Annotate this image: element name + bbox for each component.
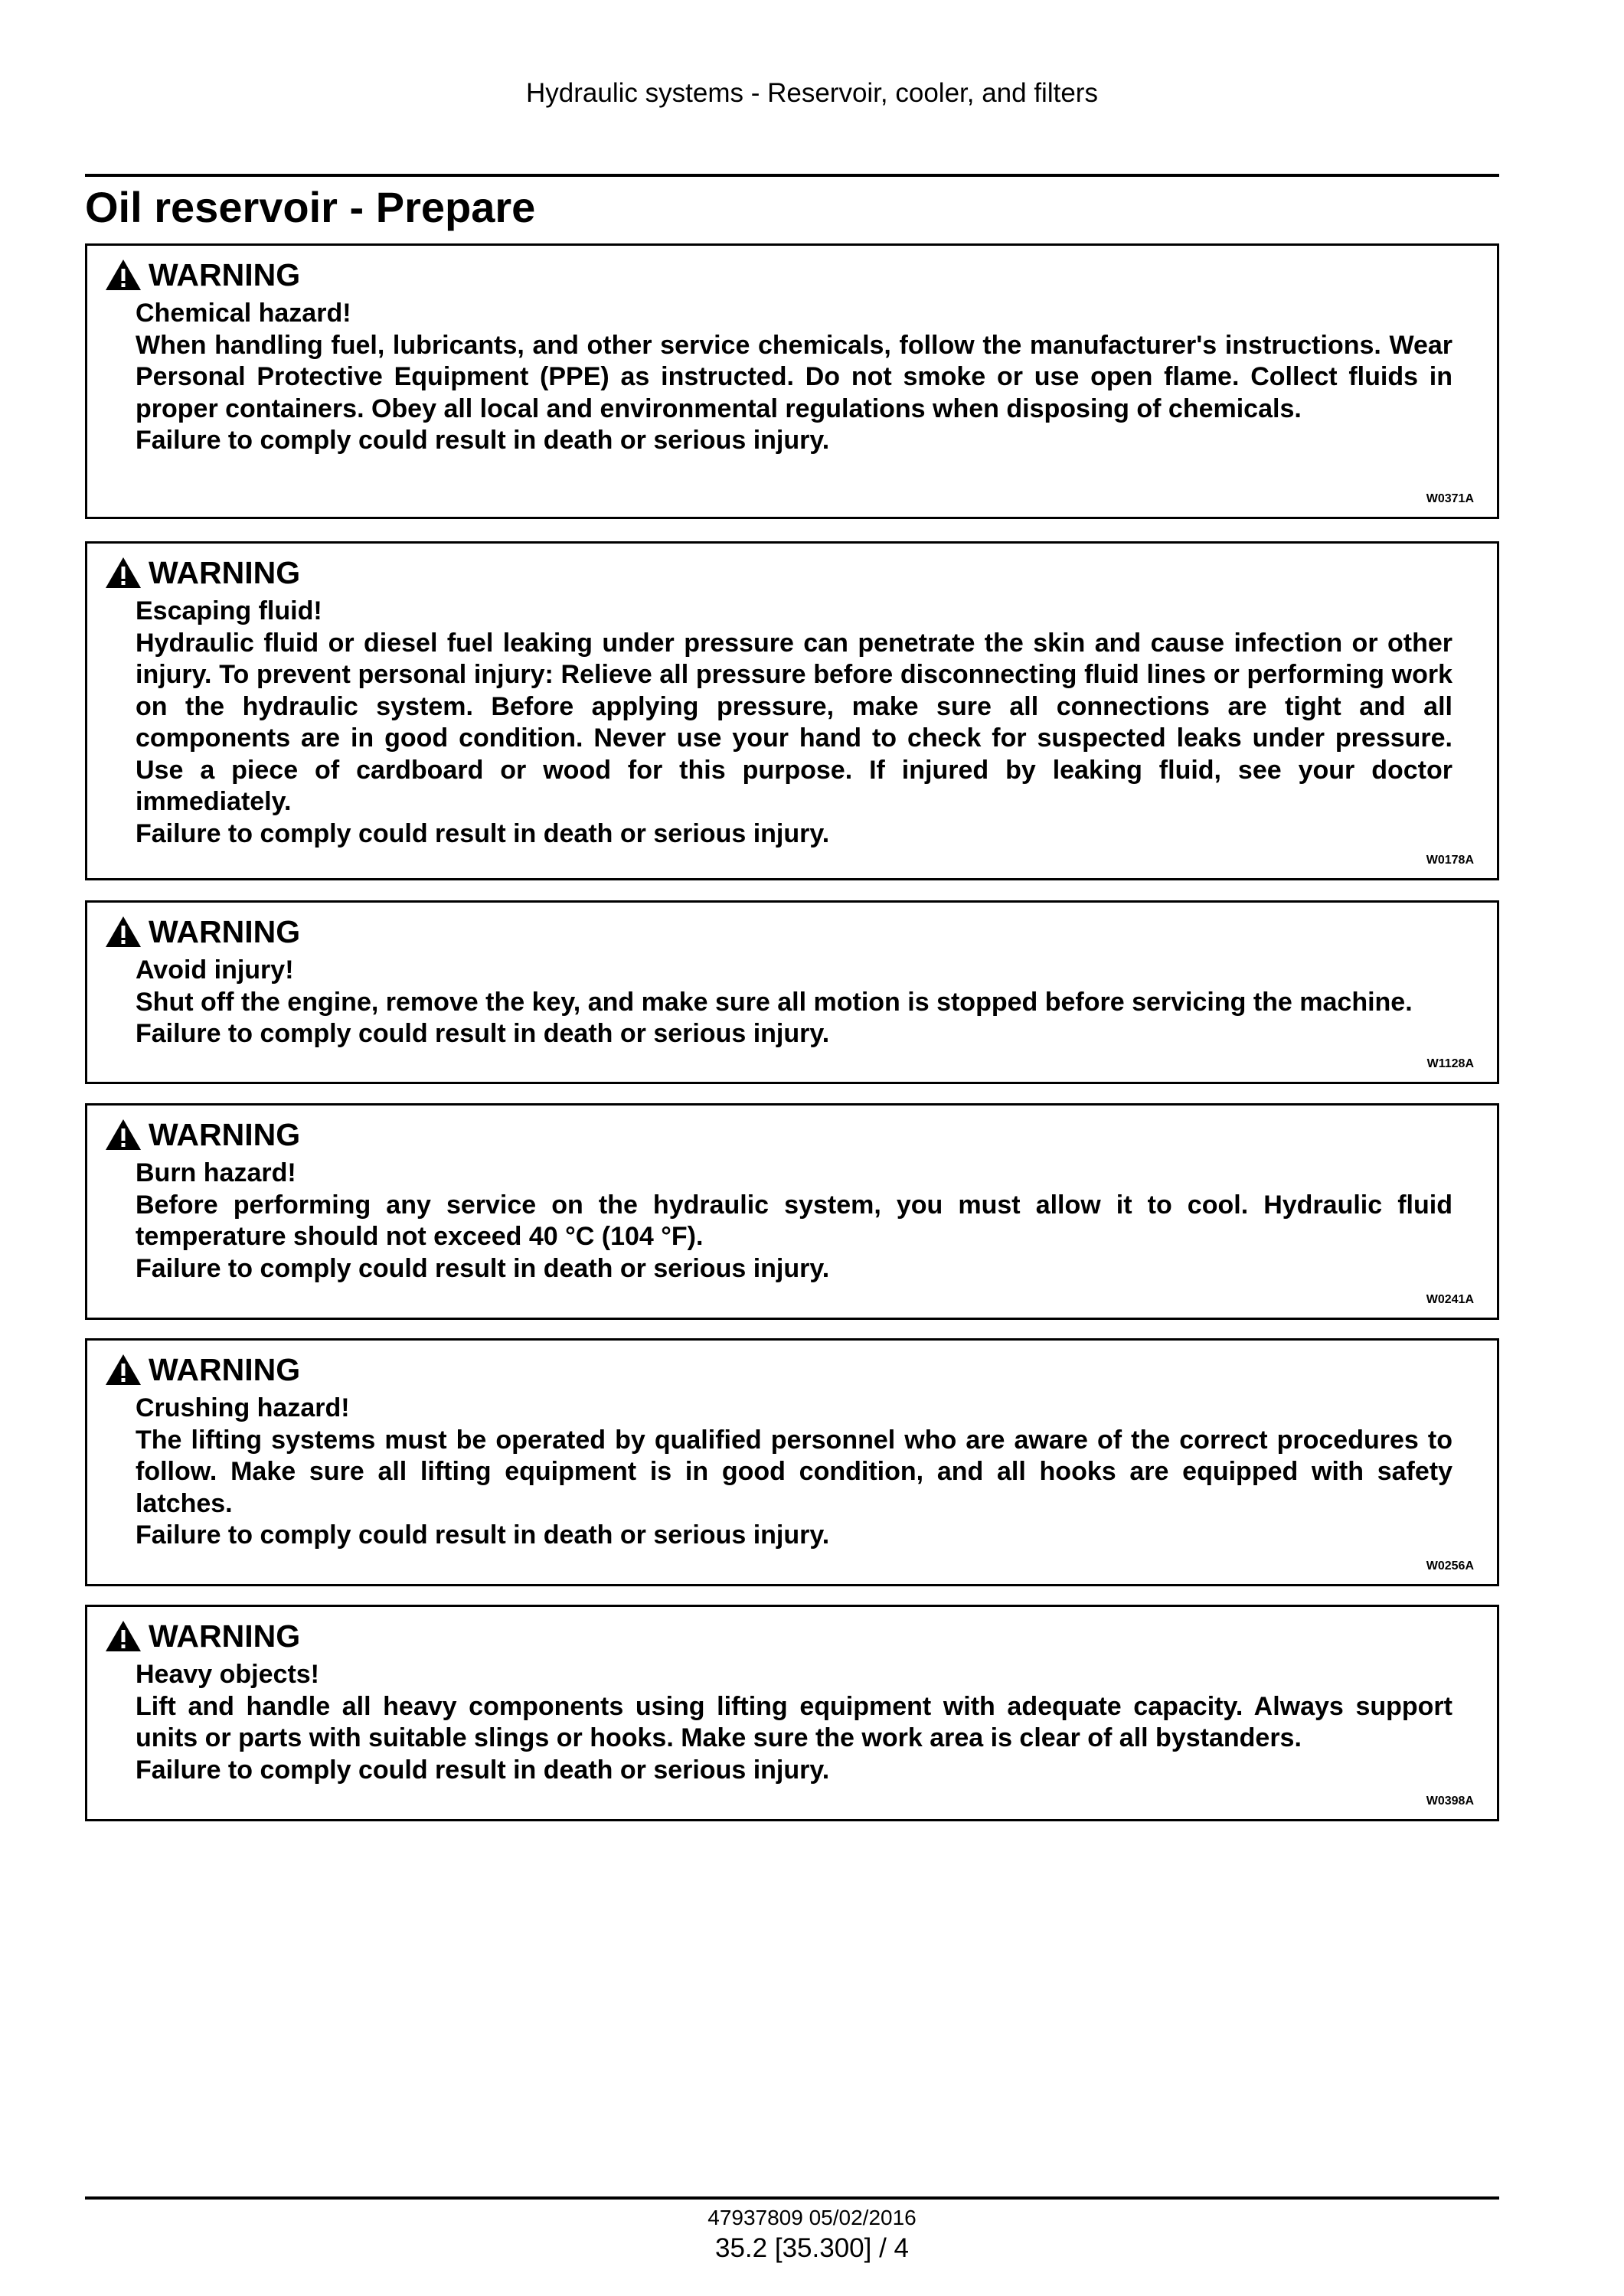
warning-code: W0398A [1426,1795,1474,1808]
warning-triangle-icon [104,258,142,292]
warning-consequence: Failure to comply could result in death or serious injury. [136,1520,830,1550]
warning-consequence: Failure to comply could result in death or serious injury. [136,1755,830,1785]
warning-hazard: Burn hazard! [136,1158,296,1187]
warning-label: WARNING [149,914,301,949]
header-rule [85,174,1499,177]
warning-text: Before performing any service on the hydraulic system, you must allow it to cool. Hydraulic fluid temperature should not exceed 40 °C (104 °F). [136,1190,1452,1251]
warning-header [104,253,300,296]
warning-code: W1128A [1426,1057,1474,1070]
warning-label: WARNING [149,555,301,590]
warning-header [104,1348,300,1391]
warning-hazard: Chemical hazard! [136,299,351,328]
warning-box [85,541,1499,880]
warning-header [104,910,300,953]
warning-body [136,1659,1452,1786]
warning-box [85,243,1499,519]
warning-header [104,1113,300,1156]
warning-code: W0371A [1426,492,1474,505]
warning-text: Hydraulic fluid or diesel fuel leaking under pressure can penetrate the skin and cause infection or other injury. To prevent personal injury: Relieve all pressure before disconnecting fluid lines or performing work on the hydraulic system. Before applying pressure, make sure all connections are tight and all components are in good condition. Never use your hand to check for suspected leaks under pressure. Use a piece of cardboard or wood for this purpose. If injured by leaking fluid, see your doctor immediately. [136,628,1452,816]
warning-box [85,900,1499,1084]
warning-text: Lift and handle all heavy components using lifting equipment with adequate capacity. Always support units or parts with suitable slings or hooks. Make sure the work area is clear of all bystanders. [136,1691,1452,1752]
warning-consequence: Failure to comply could result in death or serious injury. [136,1019,830,1048]
warning-consequence: Failure to comply could result in death or serious injury. [136,426,830,455]
warning-consequence: Failure to comply could result in death or serious injury. [136,818,830,848]
warning-text: When handling fuel, lubricants, and other service chemicals, follow the manufacturer's instructions. Wear Personal Protective Equipment (PPE) as instructed. Do not smoke or use open flame. Collect fluids in proper containers. Obey all local and environmental regulations when disposing of chemicals. [136,330,1452,423]
warning-hazard: Avoid injury! [136,955,294,985]
footer-rule [85,2196,1499,2200]
footer-page-number: 35.2 [35.300] / 4 [715,2233,909,2263]
warning-body [136,298,1452,457]
warning-box [85,1338,1499,1586]
page-title: Oil reservoir - Prepare [85,183,536,231]
warning-box [85,1103,1499,1320]
warning-hazard: Escaping fluid! [136,596,322,625]
warning-hazard: Heavy objects! [136,1660,319,1689]
warning-triangle-icon [104,1619,142,1653]
warning-header [104,1615,300,1657]
warning-code: W0178A [1426,854,1474,867]
warning-text: The lifting systems must be operated by qualified personnel who are aware of the correct procedures to follow. Make sure all lifting equipment is in good condition, and all hooks are equipped with safety latches. [136,1425,1452,1518]
warning-label: WARNING [149,1352,301,1387]
warning-label: WARNING [149,1618,301,1654]
warning-box [85,1605,1499,1821]
warning-body [136,596,1452,850]
warning-consequence: Failure to comply could result in death or serious injury. [136,1253,830,1283]
warning-triangle-icon [104,915,142,949]
warning-triangle-icon [104,556,142,590]
warning-code: W0241A [1426,1293,1474,1306]
warning-hazard: Crushing hazard! [136,1393,350,1422]
footer-document-id: 47937809 05/02/2016 [707,2206,917,2229]
warning-triangle-icon [104,1353,142,1386]
warning-label: WARNING [149,257,301,292]
warning-label: WARNING [149,1117,301,1152]
warning-text: Shut off the engine, remove the key, and make sure all motion is stopped before servicing the machine. [136,987,1413,1017]
warning-body [136,1393,1452,1552]
running-header: Hydraulic systems - Reservoir, cooler, and filters [526,78,1098,108]
warning-triangle-icon [104,1118,142,1151]
warning-body [136,955,1452,1050]
warning-code: W0256A [1426,1560,1474,1573]
warning-body [136,1158,1452,1285]
warning-header [104,551,300,594]
